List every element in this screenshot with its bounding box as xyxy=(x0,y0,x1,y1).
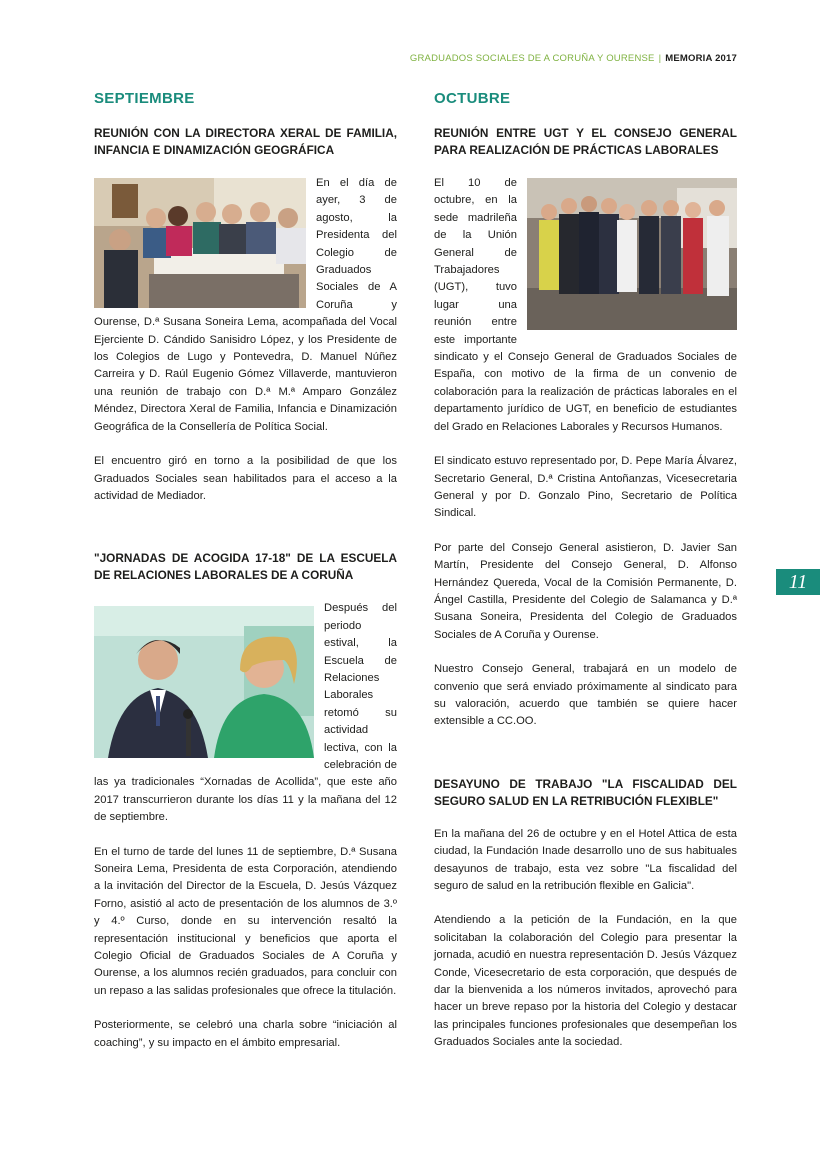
article-headline-jornadas-acogida: "JORNADAS DE ACOGIDA 17-18" DE LA ESCUELA DE RELACIONES LABORALES DE A CORUÑA xyxy=(94,551,397,583)
interview-photo xyxy=(94,606,314,758)
running-head xyxy=(410,53,737,64)
article-paragraph: Después del periodo estival, la Escuela de Relaciones Laborales retomó su actividad lectiva, con la celebración de las ya tradicionales “Xornadas de Acollida”, que este año 2017 transcurrieron durante los días 11 y la mañana del 12 de septiembre. xyxy=(94,602,397,824)
article-paragraph: En el día de ayer, 3 de agosto, la Presidenta del Colegio de Graduados Sociales de A Coruña y Ourense, D.ª Susana Soneira Lema, acompañada del Vocal Ejerciente D. Cándido Sanisidro López, y los Presidente de los Colegios de Lugo y Pontevedra, D. Manuel Núñez Carreira y D. Raúl Eugenio Gómez Villaverde, mantuvieron una reunión de trabajo con D.ª M.ª Amparo González Méndez, Directora Xeral de Familia, Infancia e Dinamización Geográfica de la Consellería de Política Social. xyxy=(94,177,397,433)
running-head-memoria: MEMORIA 2017 xyxy=(665,53,737,64)
article-paragraph: En la mañana del 26 de octubre y en el Hotel Attica de esta ciudad, la Fundación Inade desarrollo uno de sus habituales desayunos de trabajo, esta vez sobre "La fiscalidad del seguro de salud en la retribución flexible en Galicia". xyxy=(434,827,737,892)
running-head-separator: | xyxy=(658,53,662,64)
running-head-org: GRADUADOS SOCIALES DE A CORUÑA Y OURENSE xyxy=(409,53,655,64)
article-headline-desayuno-trabajo: DESAYUNO DE TRABAJO "LA FISCALIDAD DEL SEGURO SALUD EN LA RETRIBUCIÓN FLEXIBLE" xyxy=(434,776,737,808)
right-column xyxy=(434,90,737,1069)
group-photo xyxy=(527,178,737,330)
article-headline-directora-xeral: REUNIÓN CON LA DIRECTORA XERAL DE FAMILIA, INFANCIA E DINAMIZACIÓN GEOGRÁFICA xyxy=(94,126,397,157)
article-paragraph: Por parte del Consejo General asistieron, D. Javier San Martín, Presidente del Consejo General, D. Alfonso Hernández Quereda, Vocal de la Comisión Permanente, D. Ángel Castilla, Presidente del Colegio de Salamanca y D.ª Susana Soneira, Presidenta del Colegio de Graduados Sociales de A Coruña y Ourense. xyxy=(434,541,737,641)
meeting-photo xyxy=(94,178,306,308)
left-column xyxy=(94,90,397,1069)
month-heading-september: SEPTIEMBRE xyxy=(94,90,195,107)
month-heading-october: OCTUBRE xyxy=(434,90,511,107)
article-paragraph: El sindicato estuvo representado por, D. Pepe María Álvarez, Secretario General, D.ª Cristina Antoñanzas, Vicesecretaria General y por D. Gonzalo Pino, Secretario de Política Sindical. xyxy=(434,455,737,520)
article-headline-ugt-consejo: REUNIÓN ENTRE UGT Y EL CONSEJO GENERAL PARA REALIZACIÓN DE PRÁCTICAS LABORALES xyxy=(434,126,737,157)
page-number-tab: 11 xyxy=(776,569,820,595)
article-paragraph: En el turno de tarde del lunes 11 de septiembre, D.ª Susana Soneira Lema, Presidenta de esta Corporación, atendiendo a la invitación del Director de la Escuela, D. Jesús Vázquez Forno, asistió al acto de presentación de los alumnos de 3.º y 4.º Curso, donde en su intervención resaltó la representación institucional y beneficios que aporta el Colegio Oficial de Graduados Sociales de A Coruña y Ourense, a los alumnos recién graduados, para concluir con un repaso a las salidas profesionales que ofrece la titulación. xyxy=(94,845,397,997)
article-paragraph: El 10 de octubre, en la sede madrileña de la Unión General de Trabajadores (UGT), tuvo lugar una reunión entre este importante sindicato y el Consejo General de Graduados Sociales de España, con motivo de la firma de un convenio de colaboración para la realización de prácticas laborales en el departamento jurídico de UGT, en beneficio de estudiantes del Grado en Relaciones Laborales y Recursos Humanos. xyxy=(434,177,737,433)
article-paragraph: Nuestro Consejo General, trabajará en un modelo de convenio que será enviado próximamente al sindicato para su valoración, acuerdo que también se quiere hacer extensible a CC.OO. xyxy=(434,663,737,728)
article-paragraph: El encuentro giró en torno a la posibilidad de que los Graduados Sociales sean habilitados para el acceso a la actividad de Mediador. xyxy=(94,455,397,502)
article-paragraph: Atendiendo a la petición de la Fundación, en la que solicitaban la colaboración del Colegio para presentar la jornada, acudió en nuestra representación D. Jesús Vázquez Conde, Vicesecretario de esta corporación, que después de dar la bienvenida a los números invitados, aprovechó para hacer un breve repaso por la historia del Colegio y destacar las principales funciones profesionales que desempeñan los Graduados Sociales ante la sociedad. xyxy=(434,914,737,1049)
article-paragraph: Posteriormente, se celebró una charla sobre “iniciación al coaching”, y su impacto en el ámbito empresarial. xyxy=(94,1019,397,1049)
